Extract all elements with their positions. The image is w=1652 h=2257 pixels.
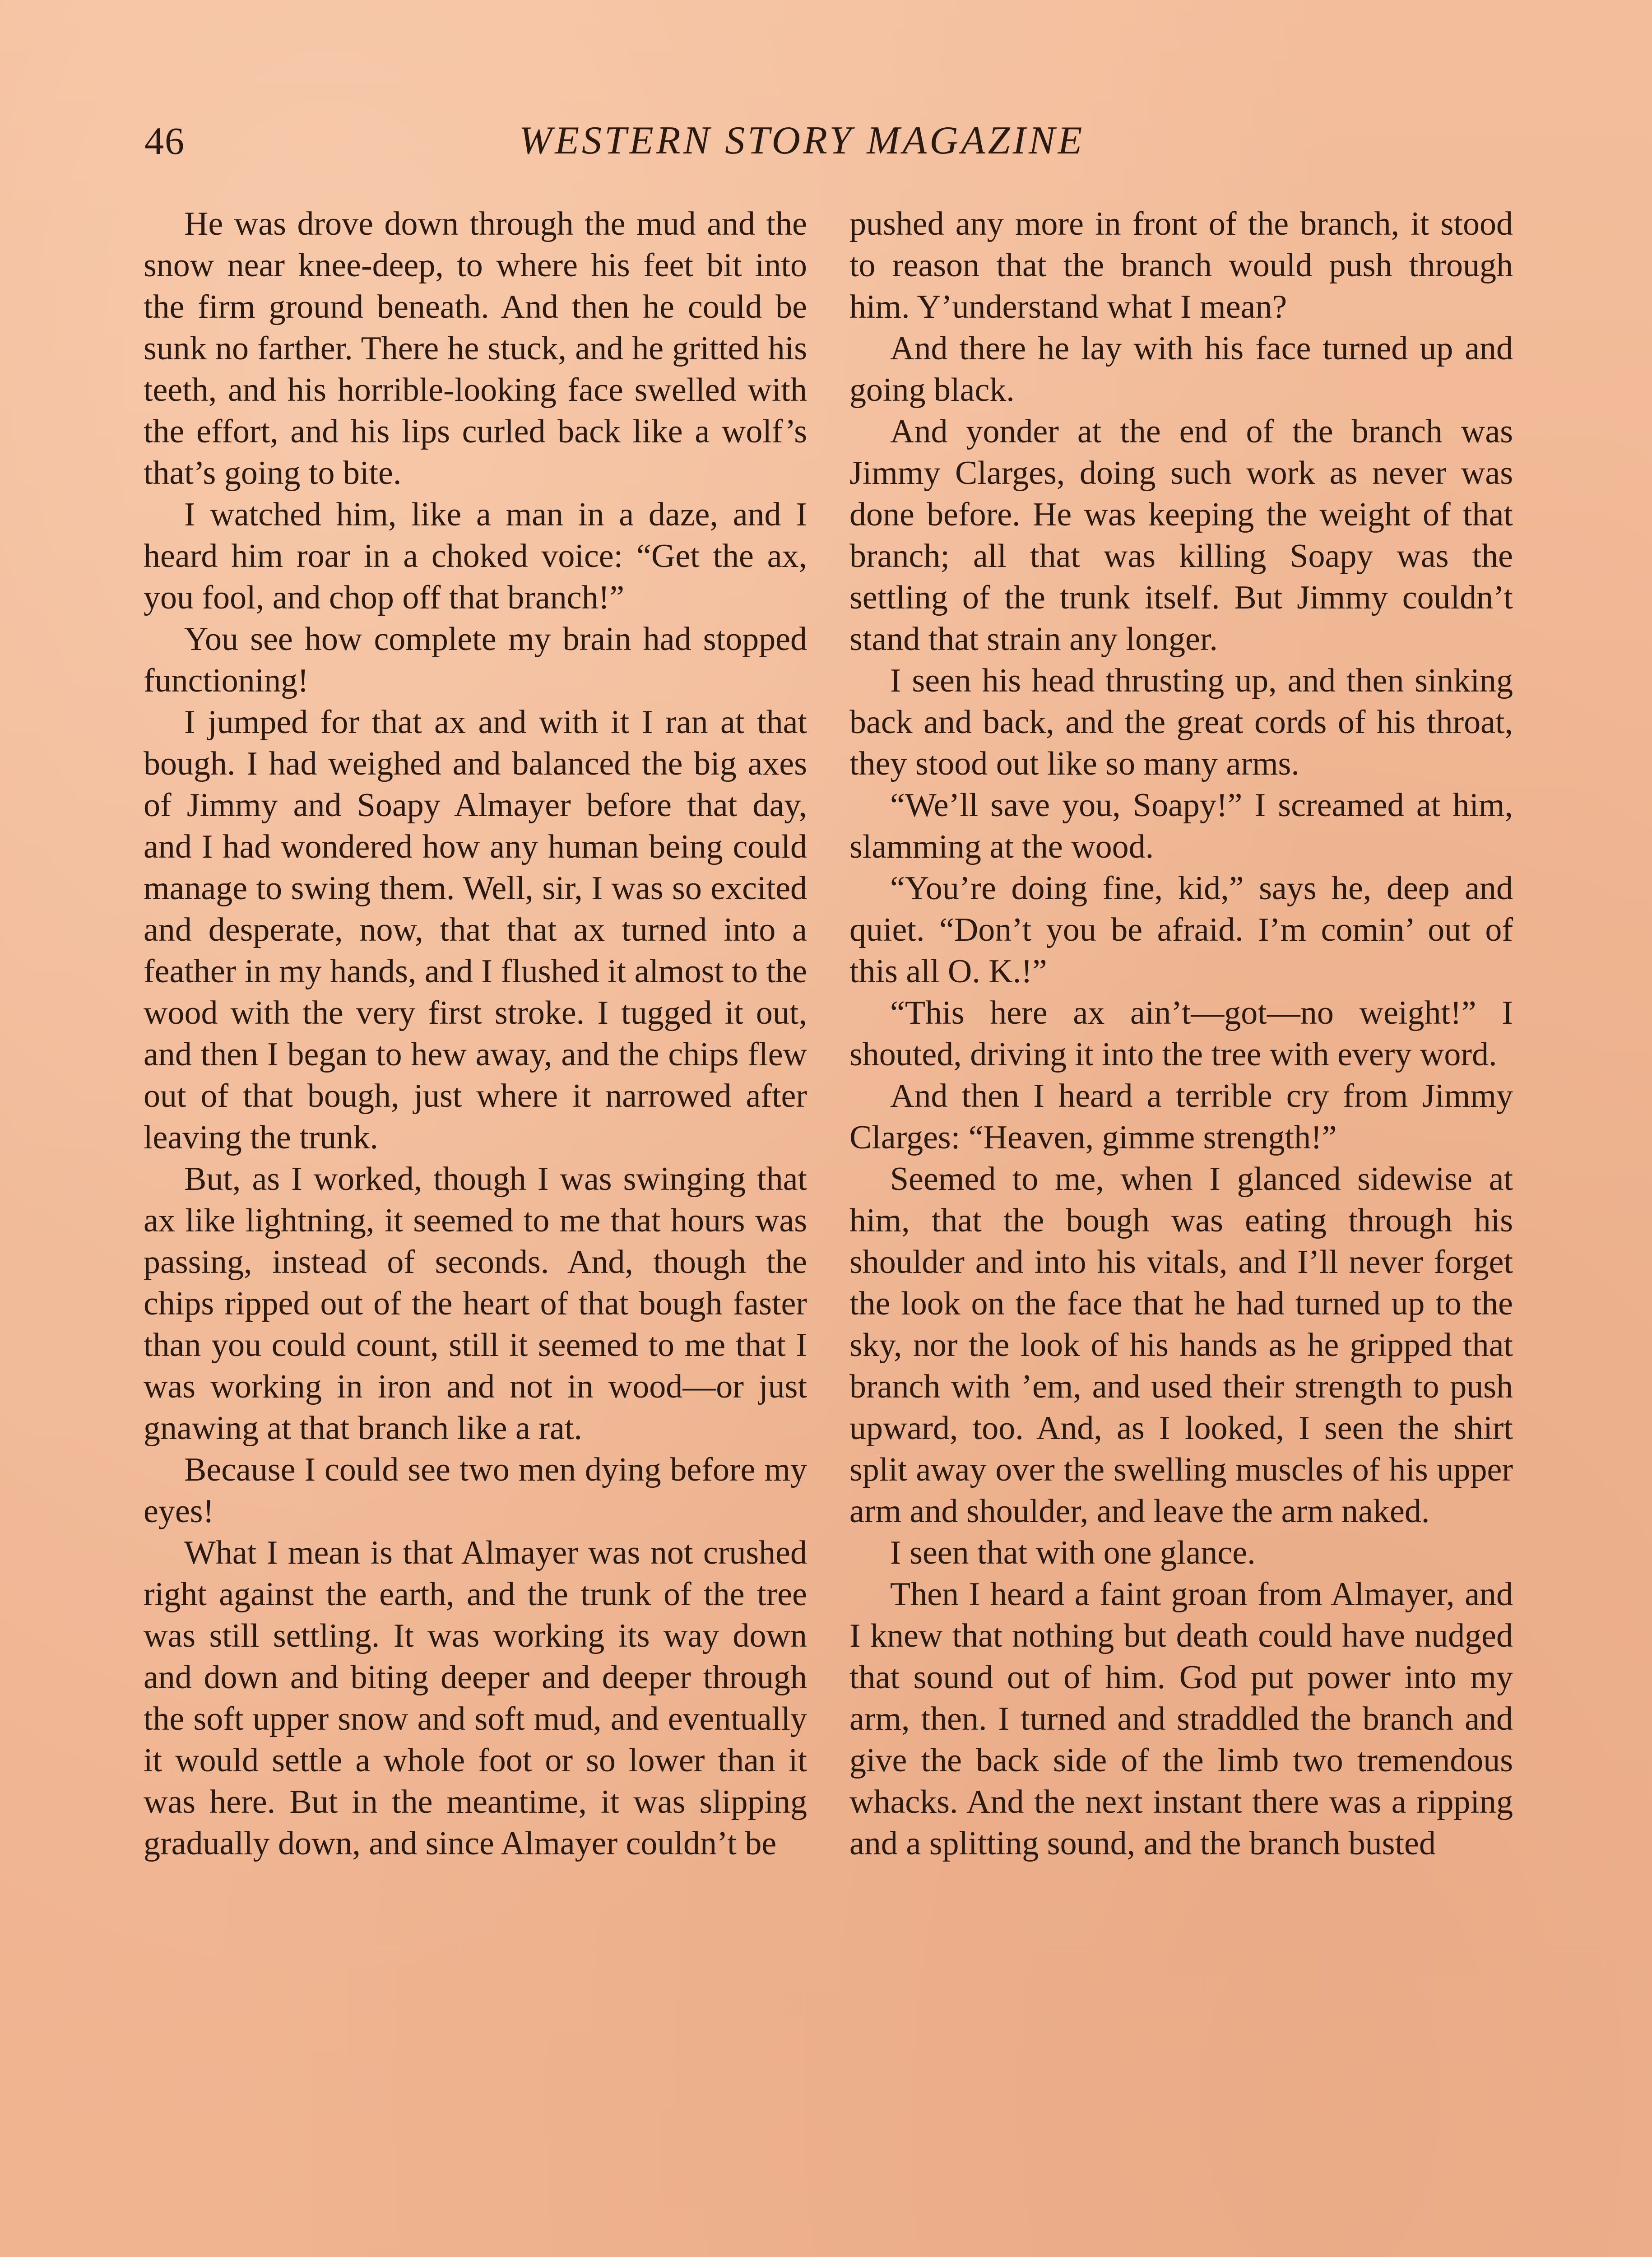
paragraph: I seen his head thrusting up, and then sinking back and back, and the great cords of his throat, they stood out like so many arms. xyxy=(849,662,1513,782)
paragraph: And yonder at the end of the branch was Jimmy Clarges, doing such work as never was done before. He was keeping the weight of that branch; all that was killing Soapy was the settling of the trunk itself. But Jimmy couldn’t stand that strain any longer. xyxy=(849,413,1513,658)
paragraph: Seemed to me, when I glanced sidewise at him, that the bough was eating through his shoulder and into his vitals, and I’ll never forget the look on the face that he had turned up to the sky, nor the look of his hands as he gripped that branch with ’em, and used their strength to push upward, too. And, as I looked, I seen the shirt split away over the swelling muscles of his upper arm and shoulder, and leave the arm naked. xyxy=(849,1161,1513,1530)
page-number: 46 xyxy=(144,119,185,163)
right-column xyxy=(849,203,1513,2257)
left-column xyxy=(144,203,807,2257)
paragraph: Then I heard a faint groan from Almayer, and I knew that nothing but death could have nudged that sound out of him. God put power into my arm, then. I turned and straddled the branch and give the back side of the limb two tremendous whacks. And the next instant there was a ripping and a splitting sound, and the branch busted xyxy=(849,1576,1513,1862)
paragraph: And there he lay with his face turned up and going black. xyxy=(849,330,1513,409)
running-head: WESTERN STORY MAGAZINE xyxy=(519,119,1085,163)
paragraph: I jumped for that ax and with it I ran at that bough. I had weighed and balanced the big axes of Jimmy and Soapy Almayer before that day, and I had wondered how any human being could manage to swing them. Well, sir, I was so excited and desperate, now, that that ax turned into a feather in my hands, and I flushed it almost to the wood with the very first stroke. I tugged it out, and then I began to hew away, and the chips flew out of that bough, just where it narrowed after leaving the trunk. xyxy=(144,704,807,1156)
paragraph: “This here ax ain’t—got—no weight!” I shouted, driving it into the tree with every word. xyxy=(849,994,1513,1073)
paragraph: You see how complete my brain had stopped functioning! xyxy=(144,621,807,699)
paragraph: And then I heard a terrible cry from Jimmy Clarges: “Heaven, gimme strength!” xyxy=(849,1077,1513,1156)
paragraph: He was drove down through the mud and the snow near knee-deep, to where his feet bit into the firm ground beneath. And then he could be sunk no farther. There he stuck, and he gritted his teeth, and his horrible-looking face swelled with the effort, and his lips curled back like a wolf’s that’s going to bite. xyxy=(144,205,807,492)
paragraph: “You’re doing fine, kid,” says he, deep and quiet. “Don’t you be afraid. I’m comin’ out of this all O. K.!” xyxy=(849,870,1513,990)
paragraph: But, as I worked, though I was swinging that ax like lightning, it seemed to me that hours was passing, instead of seconds. And, though the chips ripped out of the heart of that bough faster than you could count, still it seemed to me that I was working in iron and not in wood—or just gnawing at that branch like a rat. xyxy=(144,1161,807,1447)
paragraph: What I mean is that Almayer was not crushed right against the earth, and the trunk of the tree was still settling. It was working its way down and down and biting deeper and deeper through the soft upper snow and soft mud, and eventually it would settle a whole foot or so lower than it was here. But in the meantime, it was slipping gradually down, and since Almayer couldn’t be xyxy=(144,1534,807,1862)
paragraph: “We’ll save you, Soapy!” I screamed at him, slamming at the wood. xyxy=(849,787,1513,865)
paragraph-continuation: pushed any more in front of the branch, it stood to reason that the branch would push through him. Y’understand what I mean? xyxy=(849,205,1513,325)
paragraph: I watched him, like a man in a daze, and I heard him roar in a choked voice: “Get the ax, you fool, and chop off that branch!” xyxy=(144,496,807,616)
paragraph: I seen that with one glance. xyxy=(890,1534,1256,1571)
paragraph: Because I could see two men dying before my eyes! xyxy=(144,1451,807,1530)
